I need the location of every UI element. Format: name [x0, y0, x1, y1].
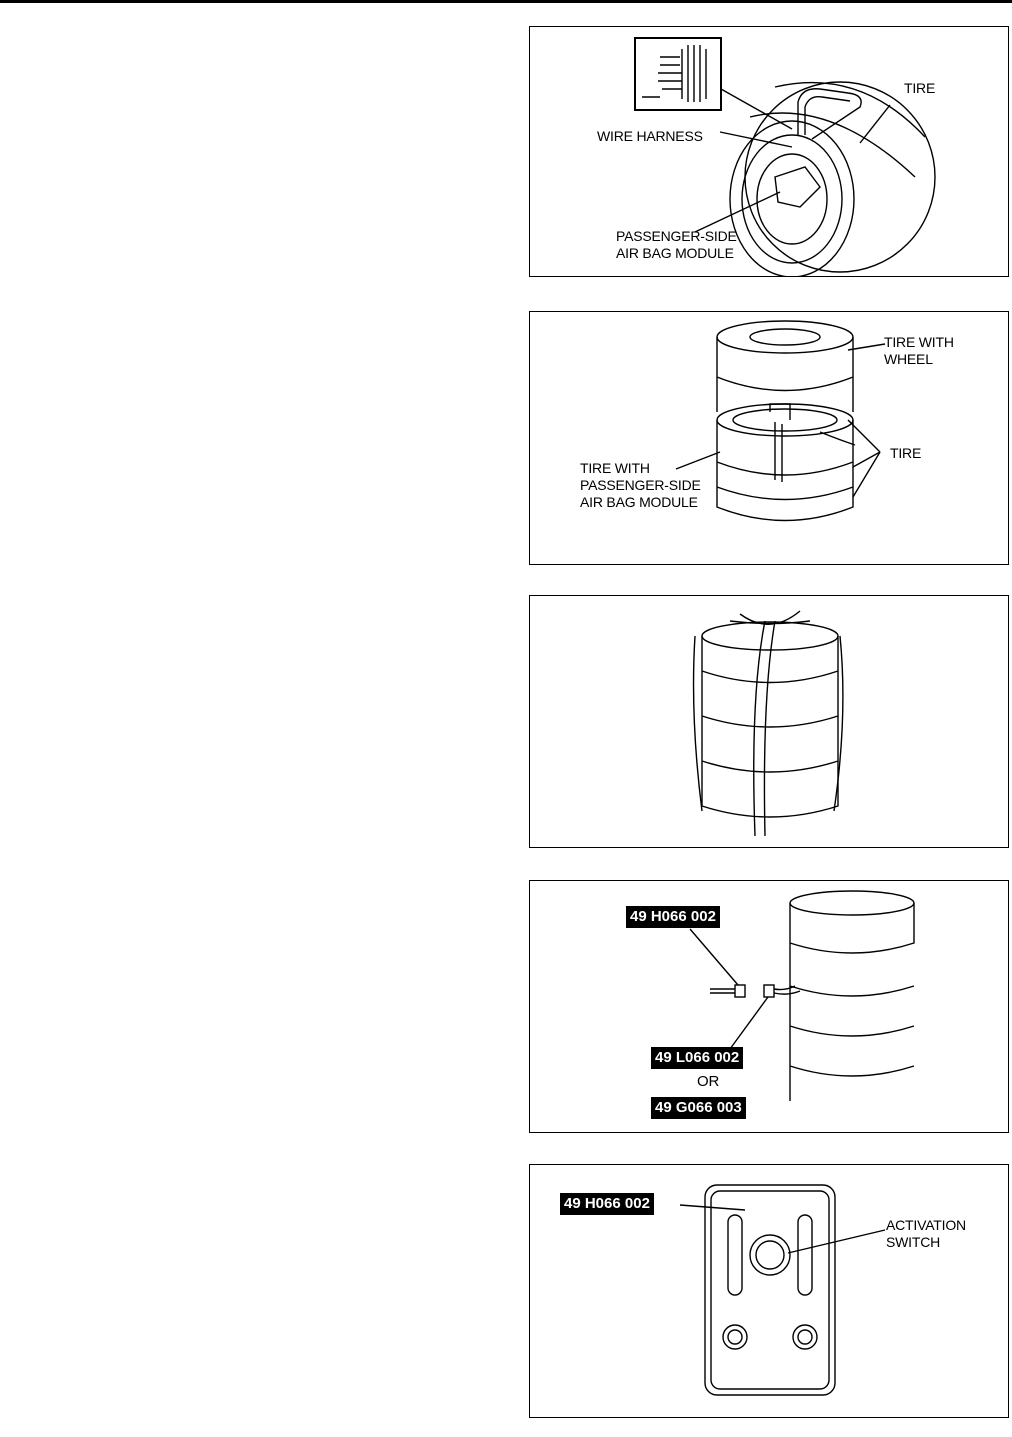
tool-tag-49-g066-003: 49 G066 003 [651, 1097, 746, 1119]
tire-wire-harness-figure [529, 26, 1009, 277]
activation-switch-label: ACTIVATION SWITCH [886, 1217, 966, 1250]
tool-tag-49-l066-002: 49 L066 002 [651, 1047, 743, 1069]
tire-with-wheel-label: TIRE WITH WHEEL [884, 334, 954, 367]
wire-harness-label: WIRE HARNESS [597, 128, 703, 144]
tire-with-module-label: TIRE WITH PASSENGER-SIDE AIR BAG MODULE [580, 460, 701, 510]
passenger-side-air-bag-module-label: PASSENGER-SIDE AIR BAG MODULE [616, 228, 737, 261]
tool-tag-49-h066-002-switch: 49 H066 002 [560, 1193, 654, 1215]
sst-connection-illustration [530, 881, 1009, 1133]
or-label: OR [697, 1073, 720, 1090]
page-top-rule [0, 0, 1012, 3]
tire-stack-figure [529, 311, 1009, 565]
tied-tire-stack-figure [529, 595, 1009, 848]
tire-label-2: TIRE [890, 445, 922, 461]
tire-label: TIRE [904, 80, 936, 96]
sst-connection-figure [529, 880, 1009, 1133]
tied-tire-stack-illustration [530, 596, 1009, 848]
tire-harness-illustration [530, 27, 1009, 277]
tool-tag-49-h066-002: 49 H066 002 [626, 906, 720, 928]
activation-switch-figure [529, 1164, 1009, 1418]
